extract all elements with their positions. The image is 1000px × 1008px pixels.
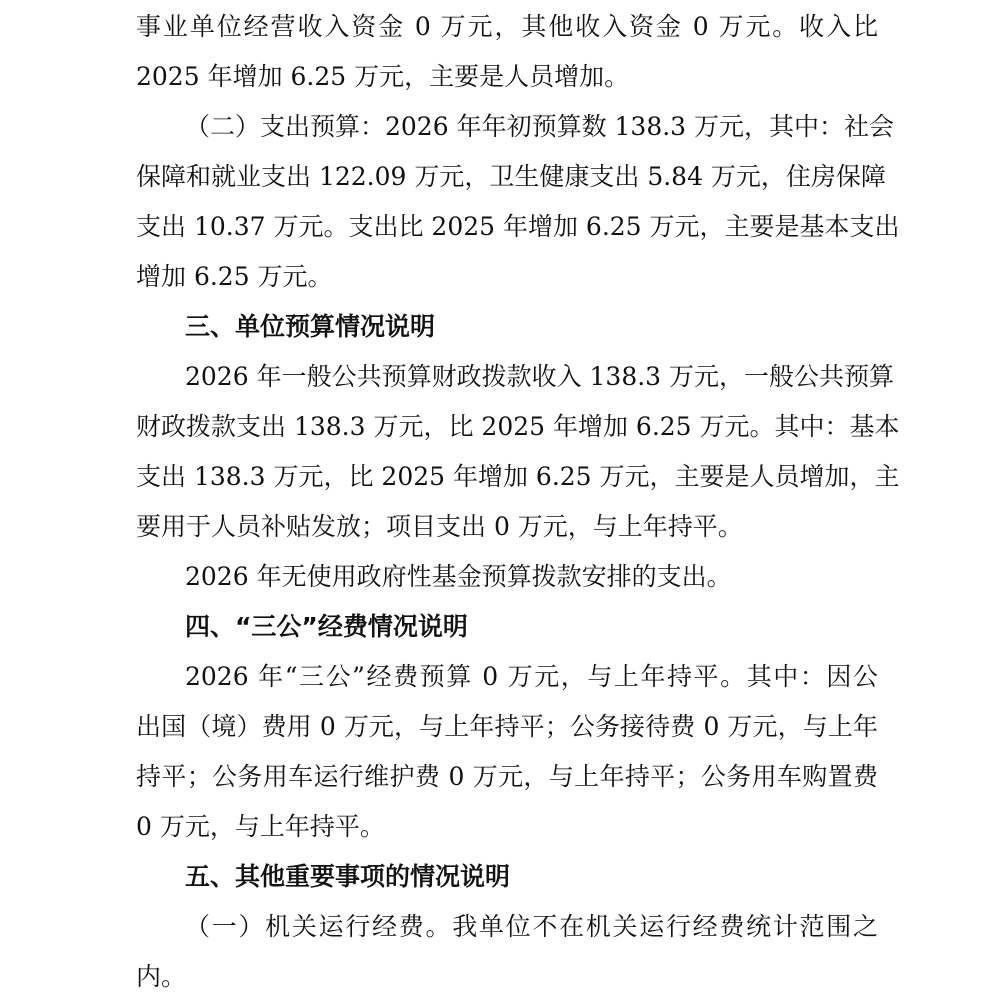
text-line-expense-2: 保障和就业支出 122.09 万元，卫生健康支出 5.84 万元，住房保障 xyxy=(136,162,886,191)
text-line-income-2: 2025 年增加 6.25 万元，主要是人员增加。 xyxy=(136,62,630,91)
text-line-expense-4: 增加 6.25 万元。 xyxy=(136,262,333,291)
text-line-expense-1: （二）支出预算：2026 年年初预算数 138.3 万元，其中：社会 xyxy=(185,112,895,141)
text-line-unit-budget-4: 要用于人员补贴发放；项目支出 0 万元，与上年持平。 xyxy=(136,512,743,541)
section-heading-other-matters: 五、其他重要事项的情况说明 xyxy=(185,862,511,891)
section-heading-unit-budget: 三、单位预算情况说明 xyxy=(185,312,436,341)
section-heading-three-public: 四、“三公”经费情况说明 xyxy=(185,612,468,641)
text-line-unit-budget-3: 支出 138.3 万元，比 2025 年增加 6.25 万元，主要是人员增加，主 xyxy=(136,462,900,491)
text-line-operating-cost-2: 内。 xyxy=(136,962,187,991)
text-line-unit-budget-2: 财政拨款支出 138.3 万元，比 2025 年增加 6.25 万元。其中：基本 xyxy=(136,412,900,441)
text-line-three-public-2: 出国（境）费用 0 万元，与上年持平；公务接待费 0 万元，与上年 xyxy=(136,712,878,741)
text-line-expense-3: 支出 10.37 万元。支出比 2025 年增加 6.25 万元，主要是基本支出 xyxy=(136,212,900,241)
text-line-operating-cost-1: （一）机关运行经费。我单位不在机关运行经费统计范围之 xyxy=(185,912,878,941)
text-line-three-public-3: 持平；公务用车运行维护费 0 万元，与上年持平；公务用车购置费 xyxy=(136,762,878,791)
text-line-three-public-1: 2026 年“三公”经费预算 0 万元，与上年持平。其中：因公 xyxy=(185,662,878,691)
text-line-unit-budget-1: 2026 年一般公共预算财政拨款收入 138.3 万元，一般公共预算 xyxy=(185,362,895,391)
text-line-government-fund: 2026 年无使用政府性基金预算拨款安排的支出。 xyxy=(185,562,732,591)
text-line-income-1: 事业单位经营收入资金 0 万元，其他收入资金 0 万元。收入比 xyxy=(136,12,878,41)
text-line-three-public-4: 0 万元，与上年持平。 xyxy=(136,812,385,841)
